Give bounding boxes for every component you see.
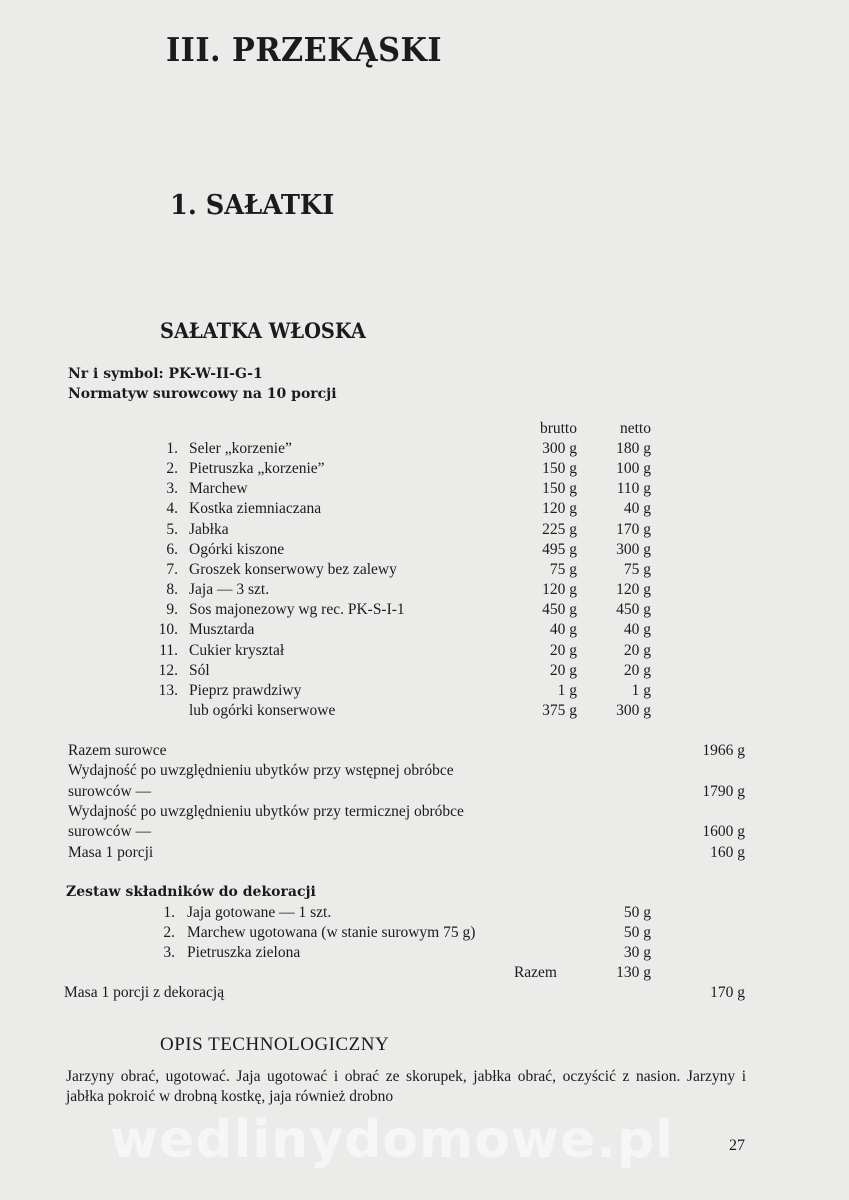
ingredient-netto: 170 g [616,520,651,538]
ingredient-name: Groszek konserwowy bez zalewy [189,560,397,578]
ingredient-name: Jabłka [189,520,229,538]
ingredient-name: Jaja — 3 szt. [189,581,270,599]
ingredient-number: 11. [159,641,178,659]
portion-with-decoration-label: Masa 1 porcji z dekoracją [64,984,225,1001]
ingredient-netto: 40 g [623,500,651,518]
ingredient-name: Sól [189,661,210,679]
ingredient-name: lub ogórki konserwowe [189,701,336,719]
ingredient-netto: 75 g [623,560,651,578]
description-title: OPIS TECHNOLOGICZNY [160,1034,390,1055]
column-headers [0,420,849,440]
ingredient-number: 3. [166,480,178,498]
ingredient-netto: 1 g [631,681,651,699]
ingredient-brutto: 150 g [542,460,577,478]
decoration-number: 1. [163,904,175,921]
ingredient-brutto: 150 g [542,480,577,498]
ingredient-name: Pietruszka „korzenie” [189,460,325,478]
decoration-row [0,904,849,924]
ingredient-row [0,581,849,601]
portion-with-decoration-row [0,984,849,1004]
summary-row [0,762,849,782]
ingredient-brutto: 495 g [542,540,577,558]
description-text: Jarzyny obrać, ugotować. Jaja ugotować i obrać ze skorupek, jabłka obrać, oczyścić z nasion. Jarzyny i jabłka pokroić w drobną kostkę, jaja również drobno [66,1068,746,1105]
ingredient-number: 9. [166,601,178,619]
ingredient-number: 1. [166,440,178,457]
decoration-number: 2. [163,924,175,941]
summary-row [0,742,849,762]
summary-label: surowców — [68,782,152,800]
ingredient-number: 13. [158,681,178,699]
decoration-total-value: 130 g [616,964,651,981]
ingredient-row [0,662,849,682]
ingredient-netto: 300 g [616,540,651,558]
ingredient-brutto: 300 g [542,440,577,457]
section-title: 1. SAŁATKI [170,190,335,221]
summary-row [0,823,849,843]
decoration-title: Zestaw składników do dekoracji [66,884,316,900]
ingredient-netto: 20 g [623,641,651,659]
ingredient-brutto: 20 g [549,641,577,659]
ingredient-number: 5. [166,520,178,538]
summary-row [0,844,849,864]
summary-value: 160 g [710,843,745,861]
decoration-value: 50 g [623,924,651,941]
ingredient-netto: 110 g [616,480,651,498]
ingredient-row [0,682,849,702]
summary-label: surowców — [68,823,152,841]
page-number: 27 [729,1137,745,1154]
ingredient-row [0,460,849,480]
ingredient-row [0,500,849,520]
ingredient-brutto: 375 g [542,701,577,719]
decoration-row [0,944,849,964]
ingredient-number: 2. [166,460,178,478]
decoration-name: Marchew ugotowana (w stanie surowym 75 g) [187,924,476,941]
ingredient-brutto: 120 g [542,581,577,599]
ingredient-brutto: 120 g [542,500,577,518]
ingredient-name: Kostka ziemniaczana [189,500,322,518]
ingredient-number: 7. [166,560,178,578]
summary-label: Wydajność po uwzględnieniu ubytków przy wstępnej obróbce [68,762,454,780]
ingredient-name: Marchew [189,480,248,498]
ingredient-brutto: 75 g [549,560,577,578]
decoration-name: Jaja gotowane — 1 szt. [187,904,332,921]
recipe-title: SAŁATKA WŁOSKA [160,318,366,343]
summary-value: 1966 g [702,742,745,759]
ingredient-name: Pieprz prawdziwy [189,681,302,699]
ingredient-netto: 300 g [616,701,651,719]
summary-row [0,803,849,823]
summary-value: 1790 g [702,782,745,800]
ingredient-number: 6. [166,540,178,558]
ingredient-number: 8. [166,581,178,599]
decoration-number: 3. [163,944,175,961]
chapter-title: III. PRZEKĄSKI [166,30,443,69]
summary-value: 1600 g [702,823,745,841]
ingredient-row [0,702,849,722]
ingredient-brutto: 20 g [549,661,577,679]
ingredient-row [0,561,849,581]
ingredient-netto: 180 g [616,440,651,457]
ingredient-name: Ogórki kiszone [189,540,285,558]
summary-row [0,783,849,803]
ingredient-brutto: 1 g [557,681,577,699]
ingredient-name: Musztarda [189,621,255,639]
portion-with-decoration-value: 170 g [710,984,745,1001]
norm-line: Normatyw surowcowy na 10 porcji [68,386,337,402]
ingredient-row [0,440,849,460]
ingredient-name: Sos majonezowy wg rec. PK-S-I-1 [189,601,405,619]
ingredient-row [0,521,849,541]
decoration-value: 30 g [623,944,651,961]
ingredient-netto: 450 g [616,601,651,619]
decoration-total-label: Razem [513,964,557,981]
ingredient-number: 12. [158,661,178,679]
ingredient-brutto: 40 g [549,621,577,639]
summary-label: Razem surowce [68,742,167,759]
ingredient-netto: 100 g [616,460,651,478]
column-brutto: brutto [539,420,577,437]
decoration-total-row [0,964,849,984]
ingredient-brutto: 225 g [542,520,577,538]
ingredient-name: Seler „korzenie” [189,440,292,457]
column-netto: netto [620,420,651,437]
ingredient-brutto: 450 g [542,601,577,619]
ingredient-netto: 120 g [616,581,651,599]
ingredient-row [0,541,849,561]
ingredient-netto: 40 g [623,621,651,639]
watermark: wedlinydomowe.pl [110,1110,675,1170]
decoration-name: Pietruszka zielona [187,944,301,961]
ingredient-number: 10. [158,621,178,639]
summary-label: Wydajność po uwzględnieniu ubytków przy termicznej obróbce [68,802,464,820]
symbol-line: Nr i symbol: PK-W-II-G-1 [68,366,263,382]
ingredient-name: Cukier kryształ [189,641,285,659]
decoration-value: 50 g [623,904,651,921]
ingredient-row [0,480,849,500]
ingredient-number: 4. [166,500,178,518]
ingredient-netto: 20 g [623,661,651,679]
ingredient-row [0,601,849,621]
decoration-row [0,924,849,944]
ingredient-row [0,621,849,641]
summary-label: Masa 1 porcji [68,843,154,861]
ingredient-row [0,642,849,662]
